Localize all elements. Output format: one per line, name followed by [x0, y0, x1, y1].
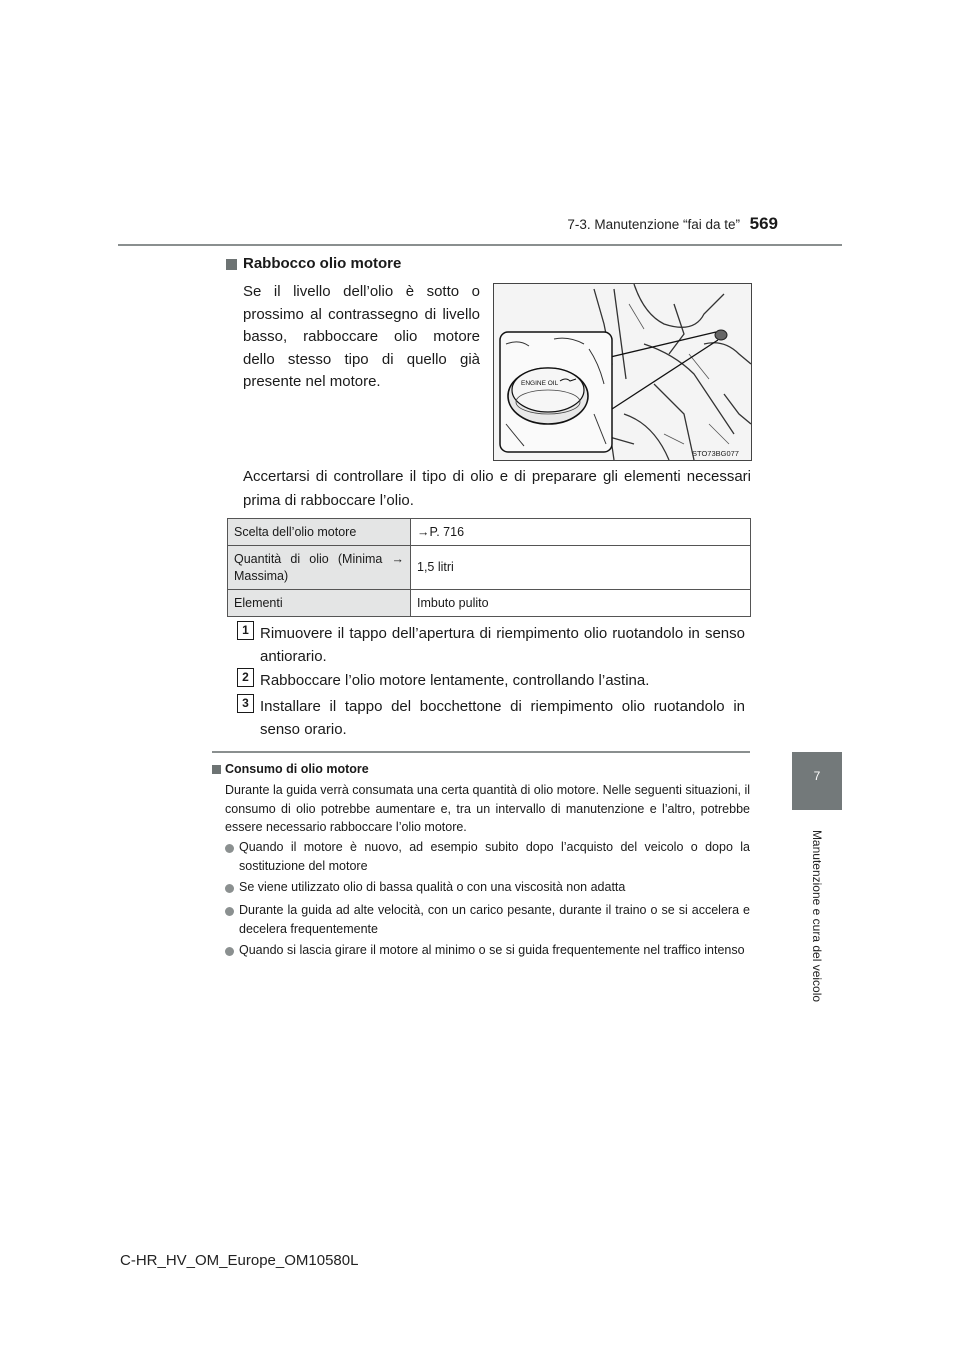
table-row	[228, 546, 751, 590]
note-title: Consumo di olio motore	[225, 762, 369, 776]
table-row	[228, 590, 751, 617]
table-value: Imbuto pulito	[411, 590, 751, 617]
preparation-paragraph: Accertarsi di controllare il tipo di olio e di preparare gli elementi necessari prima di rabboccare l’olio.	[243, 468, 751, 509]
section-bullet-icon	[226, 259, 237, 270]
cap-text: ENGINE OIL	[521, 380, 559, 387]
list-item: Quando si lascia girare il motore al minimo o se si guida frequentemente nel traffico intenso	[239, 943, 745, 957]
list-item: Se viene utilizzato olio di bassa qualità o con una viscosità non adatta	[239, 880, 626, 894]
section-header: 7-3. Manutenzione “fai da te”	[567, 217, 740, 232]
note-bullet-icon	[212, 765, 221, 774]
illustration-code: STO73BG077	[692, 449, 739, 458]
document-code: C-HR_HV_OM_Europe_OM10580L	[120, 1252, 359, 1269]
step-text: Installare il tappo del bocchettone di riempimento olio ruotandolo in senso orario.	[260, 698, 745, 738]
list-item: Quando il motore è nuovo, ad esempio subito dopo l’acquisto del veicolo o dopo la sostituzione del motore	[239, 840, 750, 873]
step-number-badge: 3	[237, 694, 254, 713]
table-value: →P. 716	[411, 519, 751, 546]
intro-paragraph: Se il livello dell’olio è sotto o prossimo al contrassegno di livello basso, rabboccare olio motore dello stesso tipo di quello già presente nel motore.	[243, 283, 480, 390]
chapter-number: 7	[813, 769, 821, 783]
step-text: Rimuovere il tappo dell’apertura di riempimento olio ruotandolo in senso antiorario.	[260, 625, 745, 665]
header-rule	[118, 244, 842, 246]
bullet-dot-icon	[225, 884, 234, 893]
page-number: 569	[749, 214, 778, 233]
step-text: Rabboccare l’olio motore lentamente, controllando l’astina.	[260, 672, 650, 689]
table-value: 1,5 litri	[411, 546, 751, 590]
engine-oil-illustration	[493, 283, 752, 461]
section-title: Rabbocco olio motore	[243, 255, 402, 272]
table-label: Elementi	[228, 590, 411, 617]
oil-spec-table	[227, 518, 751, 617]
note-rule	[212, 751, 750, 753]
bullet-dot-icon	[225, 844, 234, 853]
step-number-badge: 2	[237, 668, 254, 687]
engine-bay-drawing	[494, 284, 751, 460]
chapter-title: Manutenzione e cura del veicolo	[810, 829, 824, 1003]
list-item: Durante la guida ad alte velocità, con un carico pesante, durante il traino o se si accelera e decelera frequentemente	[239, 903, 750, 936]
bullet-dot-icon	[225, 947, 234, 956]
bullet-dot-icon	[225, 907, 234, 916]
chapter-label-wrap	[804, 816, 830, 1016]
table-row	[228, 519, 751, 546]
note-paragraph: Durante la guida verrà consumata una certa quantità di olio motore. Nelle seguenti situazioni, il consumo di olio potrebbe aumentare e, tra un intervallo di manutenzione e l’altro, potrebbe essere necessario rabboccare l’olio motore.	[225, 783, 750, 834]
table-label: Quantità di olio (Minima → Massima)	[228, 546, 411, 590]
step-number-badge: 1	[237, 621, 254, 640]
table-label: Scelta dell’olio motore	[228, 519, 411, 546]
